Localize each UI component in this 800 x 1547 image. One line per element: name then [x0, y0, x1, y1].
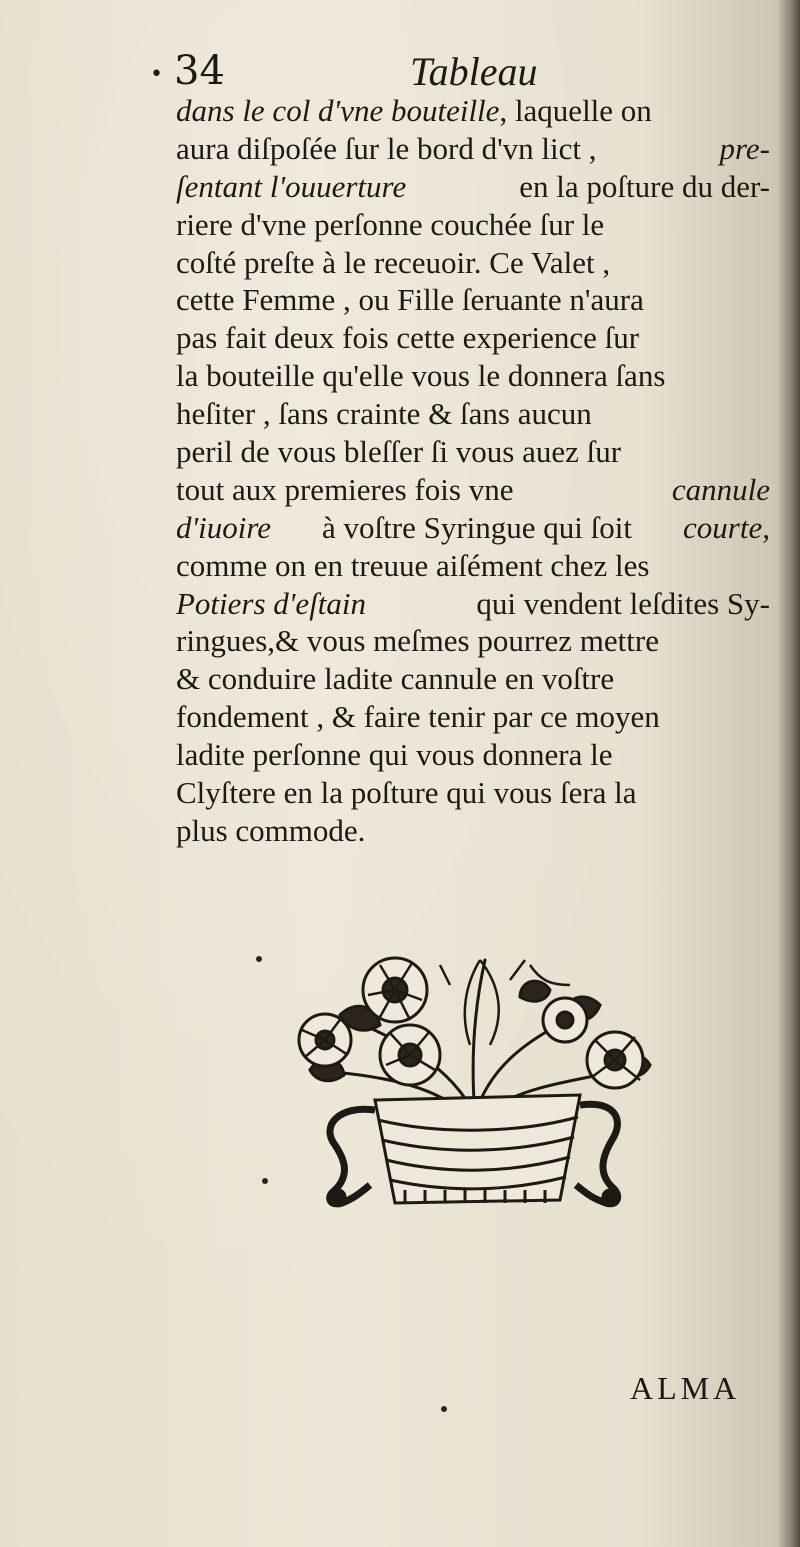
text-line	[176, 547, 770, 585]
page-number: 34	[174, 48, 225, 94]
ink-speck	[262, 1178, 268, 1184]
ink-speck	[441, 1406, 447, 1412]
flower-basket-ornament	[280, 945, 670, 1230]
line-text: peril de vous bleſſer ſi vous auez ſur	[176, 434, 622, 470]
text-line	[176, 812, 770, 850]
line-text: cette Femme , ou Fille ſeruante n'aura	[176, 282, 644, 318]
page-edge-shadow	[778, 0, 800, 1547]
italic-phrase: d'iuoire	[176, 509, 272, 545]
line-text: à voſtre Syringue qui ſoit	[322, 509, 633, 545]
line-text: Clyſtere en la poſture qui vous ſera la	[176, 775, 637, 811]
text-line	[176, 319, 770, 357]
line-text: & conduire ladite cannule en voſtre	[176, 661, 615, 697]
line-text: la bouteille qu'elle vous le donnera ſans	[176, 358, 666, 394]
text-line	[176, 92, 770, 130]
line-text: qui vendent leſdites Sy-	[476, 585, 770, 621]
text-line	[176, 357, 770, 395]
line-text: fondement , & faire tenir par ce moyen	[176, 699, 660, 735]
text-line	[176, 206, 770, 244]
running-title: Tableau	[410, 49, 538, 94]
line-text: ladite perſonne qui vous donnera le	[176, 737, 613, 773]
line-text: comme on en treuue aiſément chez les	[176, 547, 650, 583]
line-text: en la poſture du der-	[519, 168, 770, 204]
text-line	[176, 244, 770, 282]
italic-phrase: ſentant l'ouuerture	[176, 168, 407, 204]
line-text: riere d'vne perſonne couchée ſur le	[176, 206, 605, 242]
body-text	[176, 92, 770, 850]
line-text: ringues,& vous meſmes pourrez mettre	[176, 623, 659, 659]
italic-phrase: Potiers d'eſtain	[176, 585, 367, 621]
line-text: pas fait deux fois cette experience ſur	[176, 320, 640, 356]
margin-mark: •	[150, 62, 163, 87]
line-text: tout aux premieres fois vne	[176, 471, 514, 507]
line-text: coſté preſte à le receuoir. Ce Valet ,	[176, 244, 611, 280]
italic-phrase: courte,	[683, 509, 770, 545]
catchword: ALMA	[630, 1370, 741, 1406]
line-text: aura diſpoſée ſur le bord d'vn lict ,	[176, 130, 597, 166]
text-line	[176, 736, 770, 774]
italic-phrase: cannule	[671, 471, 770, 507]
page-header	[150, 40, 770, 100]
text-line	[176, 660, 770, 698]
text-line	[176, 281, 770, 319]
text-line	[176, 585, 770, 623]
line-text: heſiter , ſans crainte & ſans aucun	[176, 396, 592, 432]
text-line	[176, 168, 770, 206]
text-line	[176, 433, 770, 471]
line-text: , laquelle on	[499, 93, 652, 128]
text-line	[176, 698, 770, 736]
ink-speck	[256, 956, 262, 962]
text-line	[176, 509, 770, 547]
text-line	[176, 622, 770, 660]
text-line	[176, 130, 770, 168]
text-line	[176, 774, 770, 812]
text-line	[176, 395, 770, 433]
line-text: plus commode.	[176, 812, 366, 848]
italic-phrase: dans le col d'vne bouteille	[176, 93, 500, 128]
text-line	[176, 471, 770, 509]
italic-phrase: pre-	[719, 130, 770, 166]
